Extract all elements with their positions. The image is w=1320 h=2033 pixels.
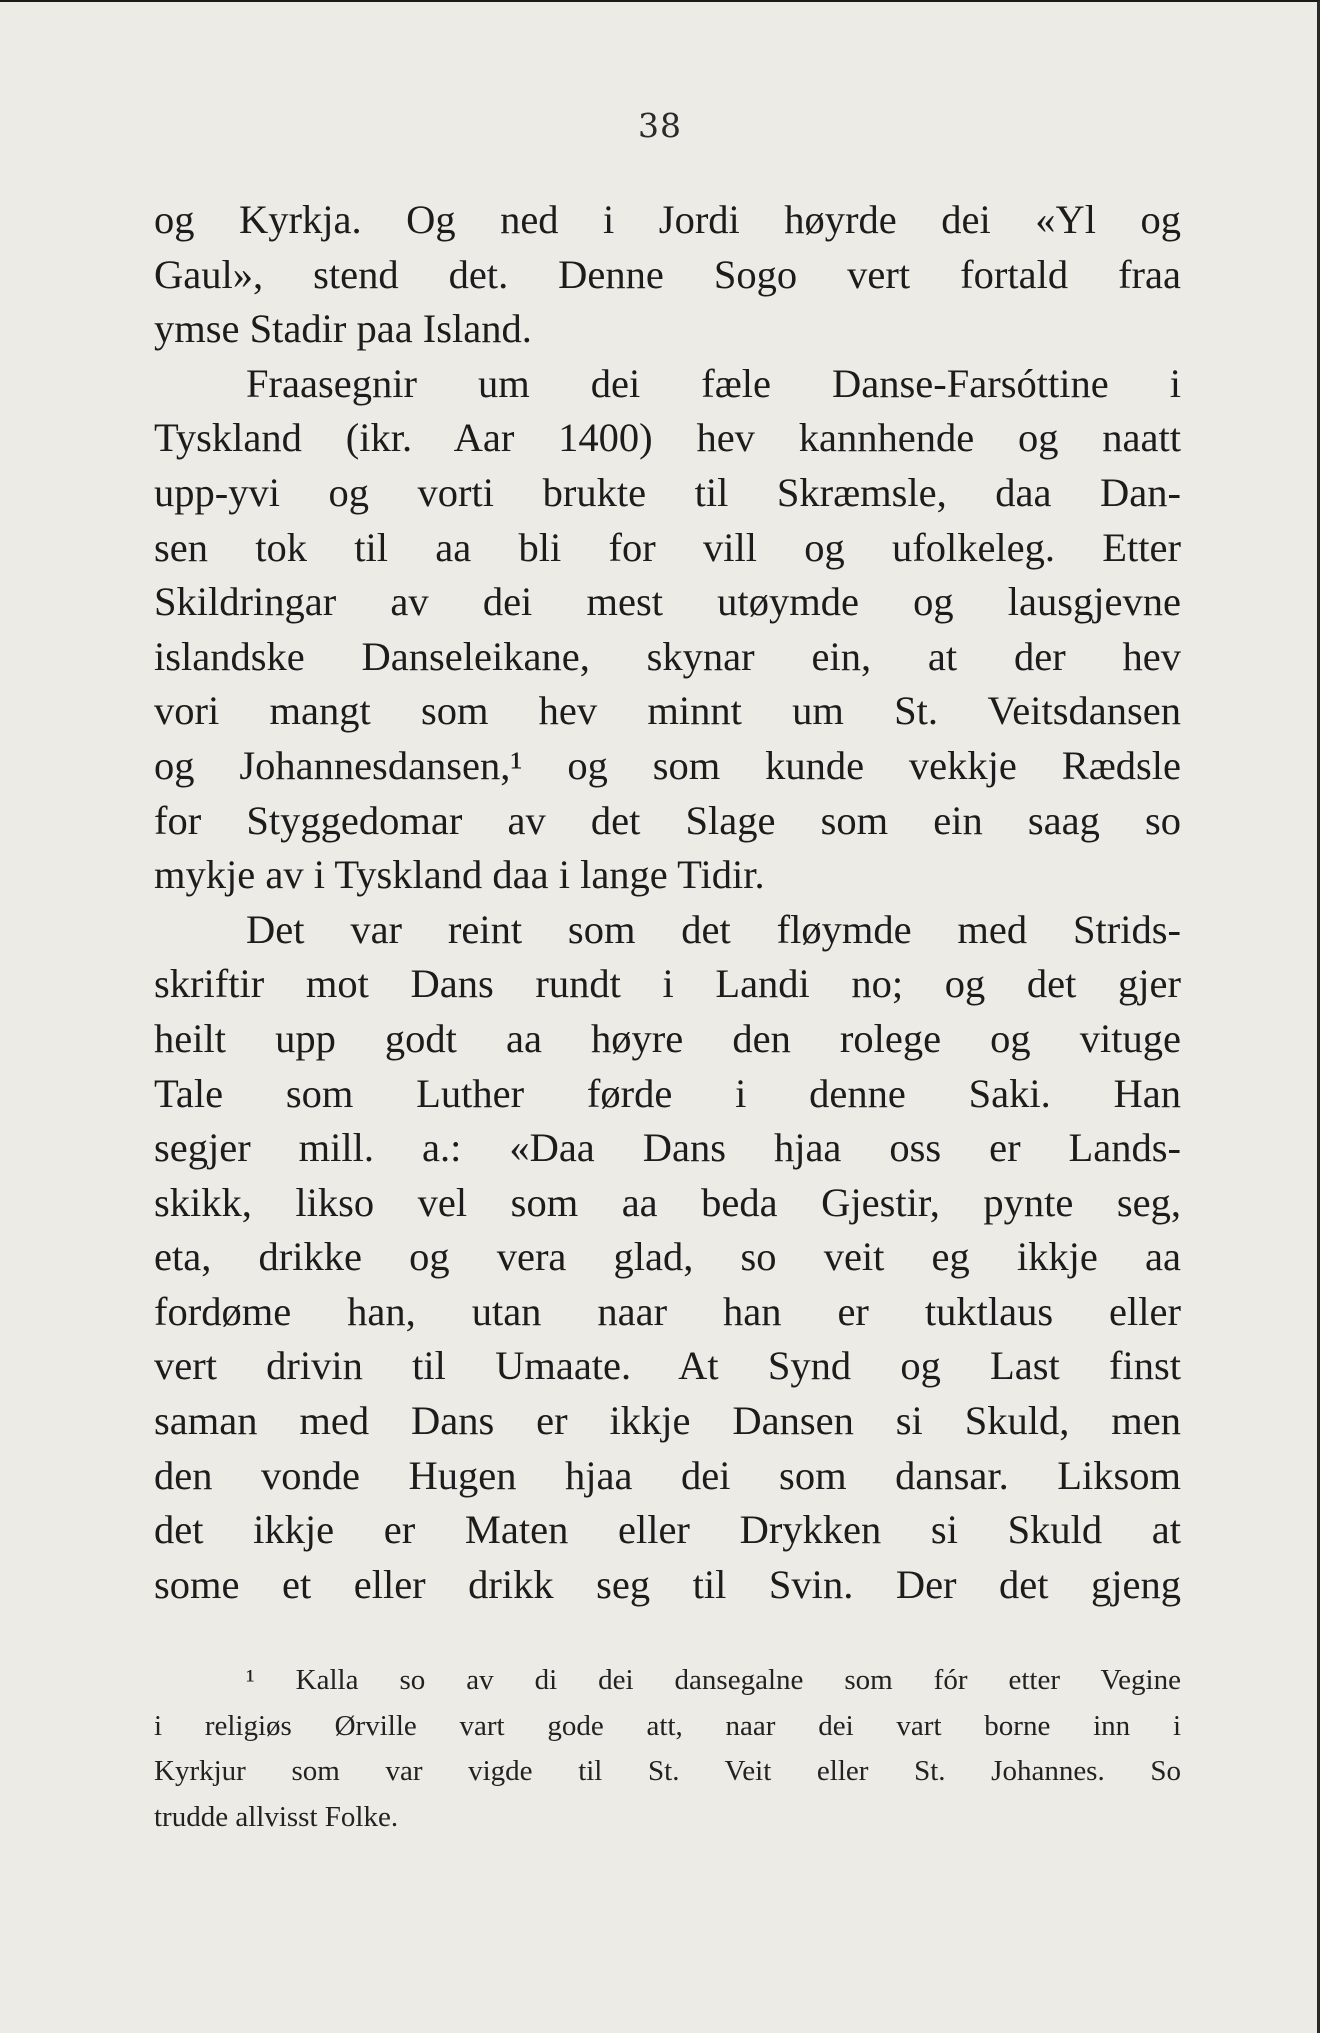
body-text bbox=[154, 193, 1181, 1612]
text-line: segjer mill. a.: «Daa Dans hjaa oss er Lands- bbox=[154, 1125, 1181, 1171]
text-line: skriftir mot Dans rundt i Landi no; og det gjer bbox=[154, 961, 1181, 1007]
text-line: Fraasegnir um dei fæle Danse-Farsóttine i bbox=[246, 360, 1181, 406]
text-line: fordøme han, utan naar han er tuktlaus eller bbox=[154, 1288, 1181, 1334]
text-line: heilt upp godt aa høyre den rolege og vituge bbox=[154, 1015, 1181, 1061]
text-line: upp-yvi og vorti brukte til Skræmsle, daa Dan- bbox=[154, 469, 1181, 515]
text-line: det ikkje er Maten eller Drykken si Skuld at bbox=[154, 1507, 1181, 1553]
text-line: saman med Dans er ikkje Dansen si Skuld, men bbox=[154, 1398, 1181, 1444]
footnote bbox=[154, 1658, 1181, 1840]
text-line: sen tok til aa bli for vill og ufolkeleg. Etter bbox=[154, 524, 1181, 570]
footnote-line: i religiøs Ørville vart gode att, naar dei vart borne inn i bbox=[154, 1709, 1181, 1742]
footnote-line: Kyrkjur som var vigde til St. Veit eller St. Johannes. So bbox=[154, 1755, 1181, 1787]
text-line: Det var reint som det fløymde med Strids- bbox=[246, 906, 1181, 952]
text-line: vori mangt som hev minnt um St. Veitsdansen bbox=[154, 688, 1181, 734]
text-line: Skildringar av dei mest utøymde og lausgjevne bbox=[154, 579, 1181, 625]
text-line: some et eller drikk seg til Svin. Der det gjeng bbox=[154, 1561, 1181, 1607]
text-line: vert drivin til Umaate. At Synd og Last finst bbox=[154, 1343, 1181, 1389]
text-line: islandske Danseleikane, skynar ein, at der hev bbox=[154, 633, 1181, 679]
text-line: og Johannesdansen,¹ og som kunde vekkje Rædsle bbox=[154, 742, 1181, 788]
footnote-line: ¹ Kalla so av di dei dansegalne som fór etter Vegine bbox=[246, 1664, 1181, 1696]
page-number: 38 bbox=[638, 106, 682, 145]
text-line: Tale som Luther førde i denne Saki. Han bbox=[154, 1070, 1181, 1116]
text-line: skikk, likso vel som aa beda Gjestir, pynte seg, bbox=[154, 1179, 1181, 1225]
text-line: ymse Stadir paa Island. bbox=[154, 306, 532, 352]
footnote-line: trudde allvisst Folke. bbox=[154, 1800, 399, 1833]
text-line: Tyskland (ikr. Aar 1400) hev kannhende og naatt bbox=[154, 415, 1181, 461]
text-line: og Kyrkja. Og ned i Jordi høyrde dei «Yl og bbox=[154, 197, 1181, 242]
text-line: eta, drikke og vera glad, so veit eg ikkje aa bbox=[154, 1234, 1181, 1280]
text-line: Gaul», stend det. Denne Sogo vert fortald fraa bbox=[154, 251, 1181, 297]
text-line: for Styggedomar av det Slage som ein saag so bbox=[154, 797, 1181, 843]
text-line: mykje av i Tyskland daa i lange Tidir. bbox=[154, 852, 765, 898]
text-line: den vonde Hugen hjaa dei som dansar. Liksom bbox=[154, 1452, 1181, 1498]
